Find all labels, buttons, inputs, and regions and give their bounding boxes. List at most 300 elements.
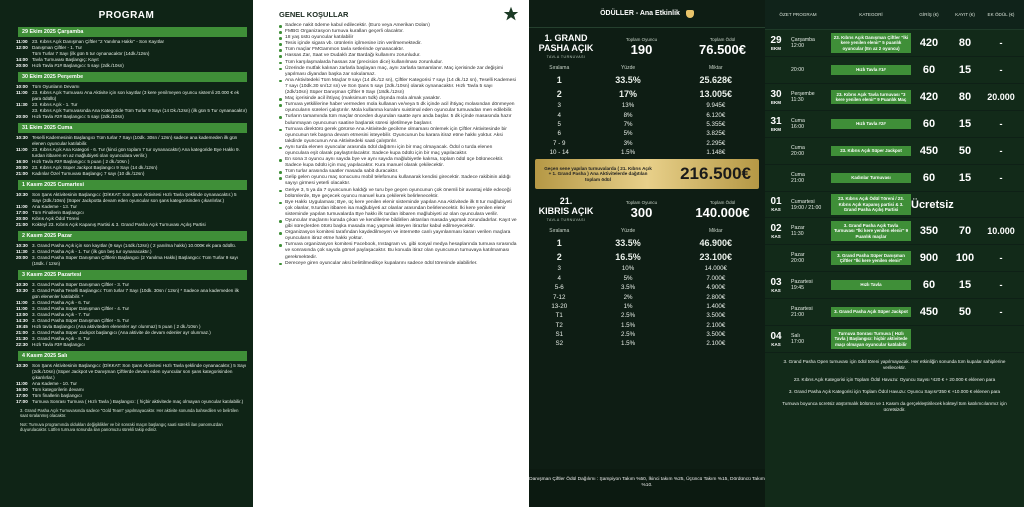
event-row: [6, 288, 247, 300]
summary-category: Hızlı Tavla #1#: [831, 65, 911, 74]
summary-entry-fee: Ücretsiz: [911, 198, 954, 211]
rule-item: Gelip gelen oyuncu maç sonucunu mobil telefonunu kullanarak kendisi girecektir. Sadece rakibinin aldığı sayıyı girmesi yeterli olacaktır.: [279, 175, 517, 187]
table-row: [529, 274, 765, 283]
kibris-prize-value: 140.000€: [695, 204, 750, 220]
event-text: 3. Grand Pasha Süper Jackpot başlangıcı (Ana aktivite de devam edenler ayr olunmaz.): [32, 330, 211, 335]
table-cell: 16.5%: [615, 252, 641, 263]
table-cell: 1: [556, 75, 562, 85]
rule-item: Ana Aktivitedeki Tüm Maçlar 9 sayı (14 dk./12 sn), Çiftler Kategorisi 7 sayı (14 dk./12 sn), Teselli Kademesi 7 sayı (10dk.30 sn/12 sn) ve Son Şans 5 sayı (2dk./10sn) olarak oynanacaktır. Hızlı Tavla 5 sayı (2dk/10sn) Süper Danışman Çiftler 9 Sayı (18dk./12sn): [279, 78, 517, 96]
summary-column-header: KAYIT (€): [955, 12, 975, 17]
summary-category: Kadınlar Turnuvası: [831, 173, 911, 182]
event-text: Hızlı Tavla #1# Başlangıcı: 5 sayı (2dk./10sn): [32, 63, 124, 68]
kibris-players-label: Toplam Oyuncu: [625, 199, 658, 205]
table-cell: 1: [556, 238, 562, 249]
rule-item: Turnuva organizasyon komitesi Facebook, Instagram vs. gibi sosyal medya hesaplarında turnuva sırasında ve sonrasında çok sayıda görsel paylaşacaktır. Bu konuda itiraz olan oyuncunun turnuvaya katılmaması gerekmektedir.: [279, 242, 517, 260]
summary-time: [787, 118, 831, 130]
event-row: [6, 399, 247, 405]
summary-category: 23. Kıbrıs Açık Ödül Töreni / 23. Kıbrıs Açık Kapanış partisi & 3. Grand Pasha Açılış Partisi: [831, 194, 911, 214]
event-text: Tüm Turlar 7 Sayı (ilk gün 5 tur oynanacaktır (14dk./12sn): [32, 51, 150, 56]
table-cell: 1%: [623, 302, 633, 310]
summary-extra-prize: -: [999, 146, 1003, 156]
summary-entry-fee: 60: [922, 118, 936, 130]
summary-weekday: Çarşamba: [791, 37, 815, 43]
kibris-name-line1: 21.: [559, 196, 573, 207]
event-row: [6, 147, 247, 159]
table-cell: 6.120€: [706, 111, 726, 119]
rules-title: GENEL KOŞULLAR: [279, 10, 349, 19]
table-cell: 2: [556, 89, 562, 99]
event-text: Tüm finallerin başlangıcı: [32, 393, 82, 398]
summary-day: 29: [770, 34, 782, 46]
summary-hour: 19:00 / 21:00: [791, 204, 822, 211]
event-time: 11:30: [16, 249, 28, 254]
kibris-players: [605, 200, 678, 220]
event-time: 11:00: [16, 300, 28, 305]
event-row: [6, 63, 247, 69]
table-cell: 2%: [623, 293, 633, 301]
event-text: 3. Grand Pasha Süper Danışman Çiftler - 4. Tur: [32, 306, 130, 311]
event-row: [6, 135, 247, 147]
rule-item: Tüm turlar arasında saatler masada sabit duracaktır.: [279, 169, 517, 175]
table-row: [529, 321, 765, 330]
table-cell: 2.100€: [706, 340, 726, 348]
rule-item: Organizasyon komitesi tarafından kaydedilmeyen ve internette canlı yayınlanması kararı verilen maçlara oyuncuların itiraz etme hakkı yoktur.: [279, 230, 517, 242]
summary-entry-fee: 60: [922, 172, 936, 184]
summary-month: EKM: [771, 45, 781, 51]
event-row: [6, 171, 247, 177]
table-cell: 2.295€: [706, 139, 726, 147]
event-time: 11:00: [16, 381, 28, 386]
event-row: [6, 363, 247, 381]
grand-pasha-card: [529, 28, 765, 63]
event-text: 23. Kıbrıs Açık Turnuvasında Ana Kategoride Tüm Turlar 9 Sayı (14 Dk./12sn) (ilk gün 5 Tur oynanacaktır): [32, 108, 247, 113]
day-header: 4 Kasım 2025 Salı: [18, 351, 247, 361]
summary-row: [765, 57, 1024, 84]
summary-hour: 17:00: [791, 339, 804, 345]
summary-column-header: EK ÖDÜL (€): [987, 12, 1015, 17]
table-row: [529, 292, 765, 301]
summary-time: [787, 225, 831, 237]
summary-entry-fee: 60: [922, 279, 936, 291]
table-cell: 10%: [621, 265, 635, 273]
summary-weekday: Salı: [791, 333, 800, 339]
table-cell: 7.000€: [706, 274, 726, 282]
event-row: [6, 192, 247, 204]
summary-hour: 12:00: [791, 43, 804, 49]
event-text: 23. Kıbrıs Açık Ana Kategori - 6. Tur (kinci gün toplam 7 tur oynanacaktır) Ana kategoride Bye Hakkı 9. turdan itibaren en az mağlubiyeti olan oyunculara verilir.): [32, 147, 240, 158]
table-cell: 23.100€: [699, 252, 733, 263]
summary-day: 02: [770, 222, 782, 234]
summary-footer-note: 3. Grand Pasha Open turnuvası için ödül töreni yapılmayacak. Her etkinliğin sonunda tüm kupalar sahiplerine verilecektir.: [783, 359, 1006, 370]
summary-panel: [765, 0, 1024, 507]
table-row: [529, 330, 765, 339]
summary-registration-fee: 50: [958, 306, 972, 318]
kibris-prize-table: [529, 226, 765, 348]
program-note: Not: Turnuva programında oldukları değişiklikler ve bir sonraki maçın başlangıç saati sürekli ilan panomuzdan duyurulacaktır. Lütfen turnuva sonunda ilan panomuzu sürekli takip ediniz.: [20, 421, 223, 433]
grand-pasha-name-line1: 1. GRAND: [544, 33, 588, 43]
prizes-panel: [529, 0, 765, 507]
kibris-prize: [686, 200, 759, 220]
summary-month: KAS: [771, 233, 781, 239]
summary-day: 01: [770, 196, 782, 207]
table-cell: 1.5%: [621, 340, 636, 348]
kibris-prize-label: Toplam Ödül: [709, 199, 736, 205]
summary-hour: 11:30: [791, 231, 804, 237]
event-text: Hızlı Tavla #2# Başlangıcı: 5 puan ( 2 dk./10sn ): [32, 159, 130, 164]
summary-footer-note: 3. Grand Pasha Açık Kategorisi için Toplam Ödül Havuzu: Oyuncu Sayısı*350 € +10.000 € eklenen para: [788, 389, 1001, 394]
event-text: Son Şans Aktivitesinin Başlangıcı: (DİKKAT: Son Şans Aktivitesi Hızlı Tavla şeklinde oynanacaktır.) 5 Sayı (2dk./10sn) (Süper Jackpot ve Danışman Çiftlerde devam eden oyuncular son şans kategorisinden çıkarılırlar.): [32, 363, 247, 380]
event-time: 10:30: [16, 243, 28, 248]
event-time: 10:30: [16, 282, 28, 287]
day-header: 3 Kasım 2025 Pazartesi: [18, 270, 247, 280]
event-text: Hızlı Tavla #3# Başlangıcı: [32, 342, 85, 347]
event-time: 10:30: [16, 135, 28, 140]
prize-split-footer: Danışman Çiftler Ödül Dağılımı : Şampiyon Takım %50, İkinci takım %25, Üçüncü Takım %15, Dördüncü Takım %10.: [529, 469, 765, 507]
summary-category: 3. Grand Pasha Açık Tavla Turnuvası "İki kere yenilen elenir" 9 Puanlık maçlar: [831, 221, 911, 241]
table-cell: 33.5%: [615, 238, 641, 249]
summary-row: [765, 30, 1024, 57]
summary-entry-fee: 450: [919, 306, 939, 318]
event-text: 3. Grand Pasha Teselli Başlangıcı: Tüm turlar 7 Sayı (10dk. 30sn / 12sn) * Sadece ana kademeden ilk gün elenenler katılabilir. *: [32, 288, 239, 299]
summary-month: KAS: [771, 207, 781, 212]
summary-time: [787, 91, 831, 103]
event-time: 10:00: [16, 84, 28, 89]
table-cell: 7-12: [553, 293, 566, 301]
summary-time: [787, 333, 831, 345]
event-time: 14:00: [16, 57, 28, 62]
summary-weekday: Pazar: [791, 252, 805, 258]
rule-item: Turnuva yetkililerine haber vermeden mola kullanan ve/veya 5 dk içinde acil ihtiyaç molasından dönmeyen oyuncuların süreleri çalıştırılır. Mola kullanma kuralını suistimal eden oyuncular turnuvadan men edilebilir.: [279, 102, 517, 114]
summary-month: KAS: [771, 287, 781, 293]
table-cell: 6: [557, 130, 561, 138]
summary-entry-fee: 420: [919, 91, 939, 103]
summary-month: EKM: [771, 126, 781, 132]
summary-hour: 21:00: [791, 178, 804, 184]
rules-list: [279, 23, 517, 267]
table-cell: 9.945€: [706, 102, 726, 110]
event-text: 3. Grand Pasha Süper Danışman Çiftler - 5. Tur: [32, 318, 130, 323]
summary-hour: 20:00: [791, 151, 804, 157]
event-time: 14:30: [16, 318, 28, 323]
grand-pasha-prize: [686, 37, 759, 57]
table-cell: 2.5%: [621, 331, 636, 339]
rule-item: Tüm karşılaşmalarda hassas zar (precision dice) kullanılması zorunludur.: [279, 60, 517, 66]
summary-row: [765, 326, 1024, 353]
summary-extra-prize: 10.000: [987, 226, 1015, 236]
table-cell: 13%: [621, 102, 635, 110]
summary-category: Hızlı Tavla: [831, 280, 911, 289]
summary-footer-note: 23. Kıbrıs Açık Kategorisi için Toplam Ödül Havuzu: Oyuncu Sayısı *420 € + 20.000 € eklenen para: [793, 377, 996, 382]
grand-pasha-subtitle: TAVLA TURNUVASI: [546, 55, 586, 59]
grand-pasha-name-line2: PASHA AÇIK: [538, 43, 594, 53]
summary-hour: 16:00: [791, 124, 804, 130]
event-text: 23. Kıbrıs Açık - 1. Tur: [32, 102, 78, 107]
summary-row: [765, 84, 1024, 111]
grand-pasha-name: [535, 34, 597, 59]
summary-date: [765, 278, 787, 293]
table-cell: S2: [555, 340, 564, 348]
event-text: Kokteyl 23. Kıbrıs Açık Kapanış Partisi & 3. Grand Pasha Açık Turnuvası Açılış Partisi: [32, 222, 206, 227]
event-time: 11:30: [16, 102, 28, 107]
table-header-row: [529, 63, 765, 73]
rules-panel: [253, 0, 529, 507]
prizes-header: [529, 0, 765, 28]
column-header: Yüzde: [620, 65, 636, 71]
summary-time: [787, 306, 831, 318]
rule-item: Sadece nakit ödeme kabul edilecektir. (Euro veya Amerikan Doları): [279, 23, 517, 29]
summary-header: [765, 0, 1024, 30]
table-cell: 3.825€: [706, 130, 726, 138]
summary-footer-note: Turnuva boyunca ücretsiz atıştırmalık bölümü ve 1 Kasım da gerçekleştirilecek kokteyl tüm katılımcılarımız için ücretsizdir.: [782, 401, 1007, 412]
summary-entry-fee: 420: [919, 37, 939, 49]
table-row: [529, 120, 765, 129]
summary-extra-prize: -: [999, 173, 1003, 183]
table-row: [529, 129, 765, 138]
bonus-banner: [535, 159, 759, 189]
summary-category: 23. Kıbrıs Açık Danışman Çiftler "İki kere yenilen elenir" 5 puanlık oyuncular (En az 2 oyuncu): [831, 33, 911, 53]
table-cell: 13-20: [551, 302, 568, 310]
event-time: 22:30: [16, 342, 28, 347]
table-cell: 25.628€: [699, 75, 733, 85]
table-cell: 4.900€: [706, 284, 726, 292]
summary-row: [765, 245, 1024, 272]
program-notes: [6, 408, 247, 433]
summary-day: 31: [770, 115, 782, 127]
summary-registration-fee: 80: [958, 91, 972, 103]
event-row: [6, 90, 247, 102]
summary-entry-fee: 900: [919, 252, 939, 264]
rule-item: Hassas Zar, Saat ve Dudaklı Zar Bardağı kullanımı zorunludur.: [279, 53, 517, 59]
event-text: Tüm kategorilerin devamı: [32, 387, 84, 392]
summary-row: [765, 111, 1024, 138]
table-cell: 3.500€: [706, 331, 726, 339]
event-text: Tüm Oyunların Devamı: [32, 84, 80, 89]
table-cell: 8%: [623, 111, 633, 119]
event-time: 17:00: [16, 399, 28, 404]
summary-day: 30: [770, 88, 782, 100]
summary-weekday: Cuma: [791, 118, 805, 124]
summary-entry-fee: 350: [919, 225, 939, 237]
table-cell: 5%: [623, 130, 633, 138]
summary-registration-fee: 15: [958, 64, 972, 76]
event-row: [6, 255, 247, 267]
event-text: Tavla Turnuvası Başlangıç: Kayıt: [32, 57, 99, 62]
event-time: 20:00: [16, 63, 28, 68]
event-text: Son Şans Aktivitesinin Başlangıcı: (DİKKAT: Son Şans Aktivitesi Hızlı Tavla Şeklinde oynanacaktır.) 5 Sayı (2dk./10sn) (Süper Jackpotta devam eden oyuncular son şans kategorisinden çıkarılırlar.): [32, 192, 237, 203]
summary-time: [787, 37, 831, 49]
rule-item: Bye Hakkı Uygulaması; Bye, üç kere yenilen elenir sisteminde yapılan Ana Aktivitede ilk 8 tur mağlubiyeti çok olanlar, 9.turdan itibaren isa mağlubiyeti az olanlar arasından belirlenecektir. İki kere yenilen elenir sisteminde yapılan turnuvalarda Bye hakkı ilk turdan itibaren mağlubiyeti az olan oyunculara verilir.: [279, 200, 517, 218]
kibris-name: [535, 197, 597, 222]
rule-item: 18 yaş üstü oyuncular katılabilir: [279, 35, 517, 41]
table-row: [529, 339, 765, 348]
table-row: [529, 110, 765, 119]
kibris-card: [529, 191, 765, 226]
table-row: [529, 101, 765, 110]
table-cell: 7%: [623, 120, 633, 128]
column-header: Miktar: [709, 228, 723, 235]
event-time: 11:00: [16, 39, 28, 44]
rule-item: Oyuncular maçlarını kurada çıkan ve kendilerine bildirilen aktarılan masada yapmak zorundadırlar. Kayıt ve gibi süreçlerden ötürü başka masada maç yapmak isteyen itirazlar kabul edilmeyecektir.: [279, 218, 517, 230]
summary-extra-prize: 20.000: [987, 92, 1015, 102]
summary-weekday: Pazartesi: [791, 279, 813, 285]
summary-time: [787, 279, 831, 291]
summary-extra-prize: -: [999, 38, 1003, 48]
event-text: 3. Grand Pasha Açık - 8. Tur: [32, 336, 90, 341]
day-header: 2 Kasım 2025 Pazar: [18, 231, 247, 241]
summary-date: [765, 117, 787, 132]
rule-item: FMBG Organizasyon turnuva kuralları geçerli olacaktır.: [279, 29, 517, 35]
table-row: [529, 283, 765, 292]
day-header: 29 Ekim 2025 Çarşamba: [18, 27, 247, 37]
table-cell: 46.900€: [699, 238, 733, 249]
summary-registration-fee: 15: [958, 118, 972, 130]
summary-row: [765, 218, 1024, 245]
prizes-title: ÖDÜLLER - Ana Etkinlik: [600, 10, 680, 17]
event-row: [6, 114, 247, 120]
event-time: 10:30: [16, 288, 28, 293]
summary-weekday: Perşembe: [791, 91, 815, 97]
kibris-name-line2: KIBRIS AÇIK: [538, 206, 594, 217]
event-text: Turnuva Sonrası Turnuva ( Hızlı Tavla ) Başlangıcı: ( hiçbir aktivitede maç olmayan oyuncular katılabilir.): [32, 399, 244, 404]
event-time: 21:00: [16, 330, 28, 335]
summary-entry-fee: 60: [922, 64, 936, 76]
table-row: [529, 87, 765, 101]
table-cell: 2.800€: [706, 293, 726, 301]
summary-column-header: ÖZET PROGRAM: [779, 12, 817, 17]
event-time: 21:00: [16, 222, 28, 227]
table-cell: 33.5%: [615, 75, 641, 85]
event-time: 19:45: [16, 324, 28, 329]
summary-row: [765, 299, 1024, 326]
program-panel: [0, 0, 253, 507]
summary-time: [787, 145, 831, 157]
table-cell: 1.5%: [621, 149, 636, 157]
table-cell: 2: [556, 252, 562, 263]
event-text: Danışman Çiftler - 1. Tur: [32, 45, 83, 50]
day-header: 1 Kasım 2025 Cumartesi: [18, 180, 247, 190]
table-cell: 1.5%: [621, 321, 636, 329]
table-cell: 4: [557, 274, 561, 282]
summary-footer: [765, 359, 1024, 413]
grand-pasha-players-label: Toplam Oyuncu: [625, 36, 658, 42]
table-header-row: [529, 226, 765, 236]
rule-item: Aynı turda elenen oyuncular arasında ödül dağıtımı için bir maç olmayacak. Ödül o turda elenen oyunculara eşit olarak paylaştırılacaktır. Sadece kupa ödülü için bir maç yapılacaktır.: [279, 145, 517, 157]
summary-registration-fee: 15: [958, 279, 972, 291]
summary-day: 03: [770, 276, 782, 288]
summary-weekday: Pazar: [791, 225, 805, 231]
summary-day: 04: [770, 330, 782, 342]
event-text: Kadınlar Özel Turnuvası Başlangıç 7 sayı (10 dk./12sn): [32, 171, 145, 176]
event-text: 3. Grand Pasha Açık için son kayıtlar (9 sayı (14dk./12sn) ( 2 yanılma hakkı) 10.000€ ek para ödüllü.: [32, 243, 237, 248]
table-cell: 3: [557, 265, 561, 273]
event-text: Tüm Finallerin Başlangıcı: [32, 210, 84, 215]
kibris-players-value: 300: [630, 204, 653, 220]
summary-extra-prize: -: [999, 280, 1003, 290]
summary-time: [787, 67, 831, 73]
event-text: Teselli Kademesinin Başlangıcı Tüm turlar 7 Sayı (10dk. 30sn / 12sn) sadece ana kademeden ilk gün elenen oyuncular katılabilir.: [32, 135, 238, 146]
rule-item: Üzerinde mutfak kalınan zarlarla başlayan maç, aynı zarlarla tamamlanır. Maç içerisinde zar değişimi yapılması diyandan başka zar sokulamaz.: [279, 66, 517, 78]
rule-item: Tesis içinde sigara vb. ürünlerin içilmesine izin verilmemektedir.: [279, 41, 517, 47]
star-logo-icon: [503, 6, 519, 22]
summary-category: 3. Grand Pasha Açık Süper Jackpot: [831, 307, 911, 316]
event-text: 23. Kıbrıs Açık Turnuvası Ana Aktivite için son kayıtlar (3 kere yenilmeyen oyuncu sistemli 20.000 € ek para ödüllü): [32, 90, 240, 101]
rule-item: En sona 3 oyuncu aynı sayıda bye ve aynı sayıda mağlubiyetle kalırsa, toplam ödül üçe bölünecektir. Sadece kupa ödülü için maç yapılacaktır. Kura manuel olarak çekilecektir.: [279, 157, 517, 169]
column-header: Sıralama: [549, 65, 570, 71]
table-cell: 5-6: [554, 284, 564, 292]
summary-weekday: Cuma: [791, 172, 805, 178]
table-cell: S1: [555, 331, 564, 339]
table-cell: 3.500€: [706, 312, 726, 320]
summary-extra-prize: -: [999, 253, 1003, 263]
summary-date: [765, 332, 787, 347]
table-cell: 3.5%: [621, 284, 636, 292]
table-cell: 2.5%: [621, 312, 636, 320]
table-cell: 7 - 9: [553, 139, 566, 147]
event-time: 21:00: [16, 171, 28, 176]
table-row: [529, 139, 765, 148]
table-row: [529, 148, 765, 157]
event-time: 11:00: [16, 90, 28, 95]
table-row: [529, 264, 765, 273]
column-header: Miktar: [709, 65, 723, 71]
summary-row: [765, 165, 1024, 192]
event-time: 11:00: [16, 204, 28, 209]
day-header: 31 Ekim 2025 Cuma: [18, 123, 247, 133]
bonus-text: Geçen sene yapılan turnuvalarda ( 21. Kıbrıs Açık + 1. Grand Pasha ) Ana Aktivitelerde dağıtılan toplam ödül: [544, 165, 652, 183]
rule-item: Maç içerisinde acil ihtiyaç (maksimum 5dk) dışında mola almak yasaktır.: [279, 96, 517, 102]
event-text: 3. Grand Pasha Açık - 7. Tur: [32, 312, 90, 317]
event-text: Kıbrıs Açık Ödül Töreni: [32, 216, 80, 221]
program-days: [6, 27, 247, 405]
summary-time: [787, 172, 831, 184]
summary-extra-prize: -: [999, 307, 1003, 317]
event-time: 16:00: [16, 387, 28, 392]
summary-category: Hızlı Tavla #2#: [831, 119, 911, 128]
summary-hour: 19:45: [791, 285, 804, 291]
event-time: 20:00: [16, 255, 28, 260]
table-row: [529, 302, 765, 311]
event-text: 23. Kıbrıs Açık Danışman Çiftler "2 Yanılma Hakkı" - Son Kayıtlar: [32, 39, 165, 44]
summary-registration-fee: 15: [958, 172, 972, 184]
table-cell: 5%: [623, 274, 633, 282]
summary-date: [765, 90, 787, 105]
table-row: [529, 311, 765, 320]
event-time: 17:00: [16, 393, 28, 398]
summary-category: 23. Kıbrıs Açık Süper Jackpot: [831, 146, 911, 155]
event-time: 11:00: [16, 147, 28, 152]
summary-column-header: KATEGORİ: [859, 12, 883, 17]
table-cell: 3: [557, 102, 561, 110]
trophy-icon: [686, 10, 694, 18]
summary-registration-fee: 50: [958, 145, 972, 157]
summary-category: Turnuva Sonrası Turnuva ( Hızlı Tavla ) Başlangıcı: hiçbir aktivitede maçı olmayan oyuncular katılabilir: [831, 329, 911, 349]
summary-registration-fee: 70: [958, 225, 972, 237]
rule-item: Turnuva direktörü gerek görürse Ana Aktivitede gecikme olmaması önlemek için Çiftler Aktivitesinde bir oyuncunun tek başına devam etmesini isteyebilir. Oyuncunun bu karara itiraz etme hakkı yoktur. Aksi takdirde oyuncunun Ana Aktivitedeki saati çalıştırılır.: [279, 127, 517, 145]
table-cell: 4: [557, 111, 561, 119]
program-title: PROGRAM: [98, 10, 155, 21]
summary-entry-fee: 450: [919, 145, 939, 157]
table-row: [529, 250, 765, 264]
table-cell: 1.148€: [706, 149, 726, 157]
event-text: 3. Grand Pasha Süper Danışman Çiftlerin Başlangıcı (2 Yanılma Hakkı) Başlangıcı: Tüm Turlar 9 sayı (18dk. / 12sn): [32, 255, 239, 266]
table-cell: 13.005€: [699, 89, 733, 99]
table-cell: T1: [555, 312, 563, 320]
event-time: 16:00: [16, 159, 28, 164]
event-time: 21:30: [16, 336, 28, 341]
rule-item: Turların tamamında tüm maçlar önceden duyurulan saatte aynı anda başlar. 5 dk içinde masasında hazır bulunmayan oyuncunun saatine başlarak süresi işletilmeye başlanır.: [279, 114, 517, 126]
summary-row: [765, 138, 1024, 165]
table-cell: 2.100€: [706, 321, 726, 329]
